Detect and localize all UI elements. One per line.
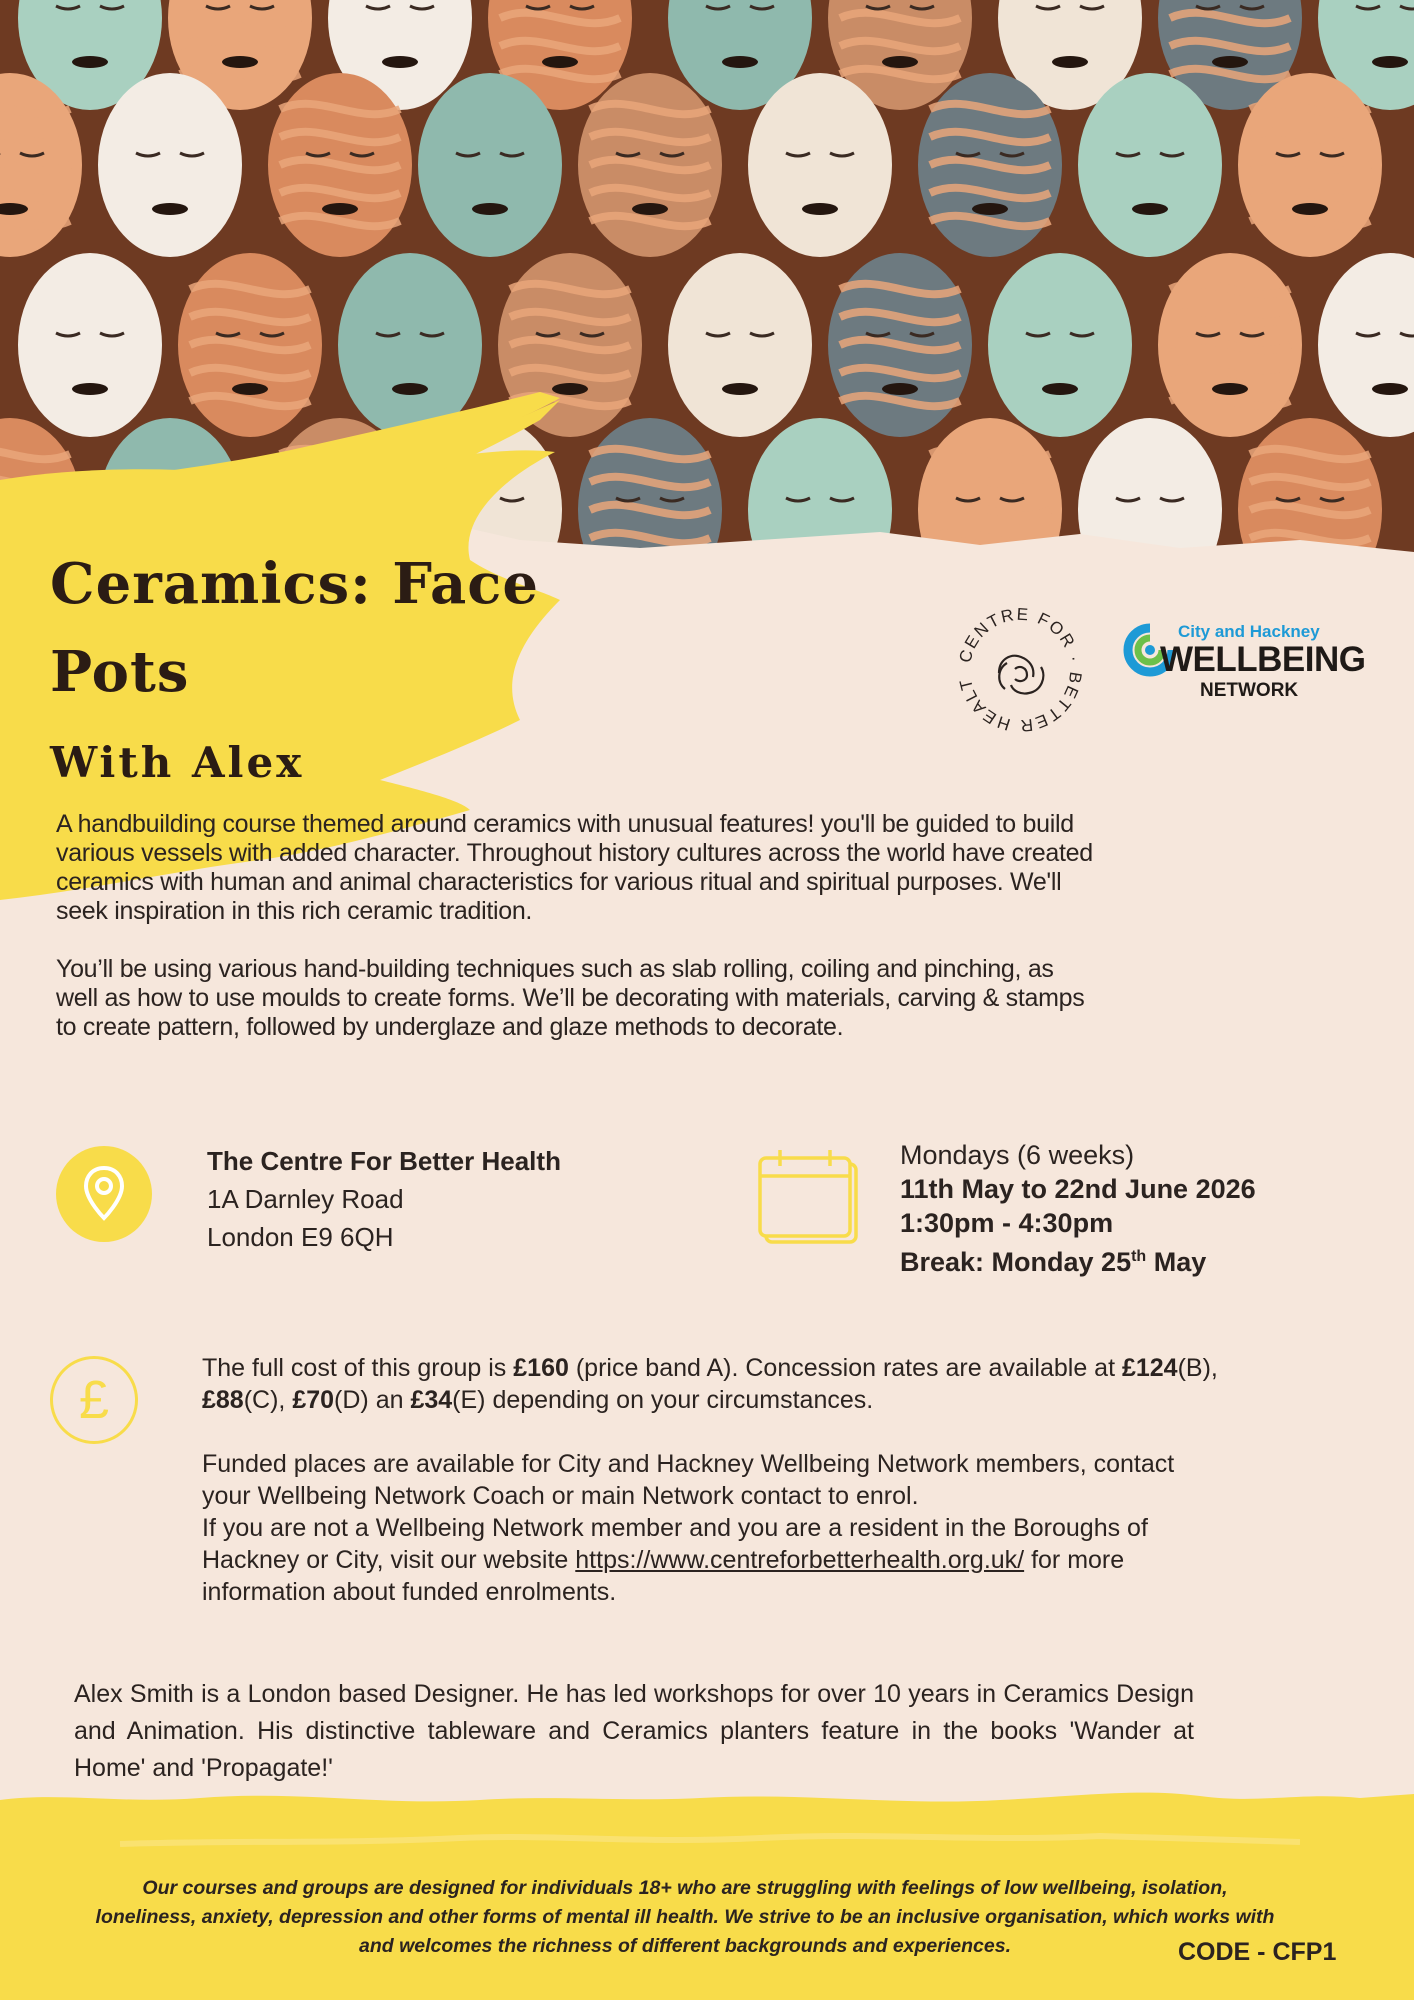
page-title: Ceramics: Face Pots (50, 551, 540, 705)
course-code: CODE - CFP1 (1178, 1938, 1337, 1966)
footer-statement: Our courses and groups are designed for individuals 18+ who are struggling with feelings of low wellbeing, isolation, loneliness, anxiety, depression and other forms of mental ill health. We strive to be an inclusive organisation, which works with and welcomes the richness of different backgrounds and experiences. (95, 1877, 1275, 1957)
wellbeing-logo-city-hackney: City and Hackney (1178, 622, 1320, 641)
funded-places-text: Funded places are available for City and Hackney Wellbeing Network members, contact your Wellbeing Network Coach or main Network contact to enrol. (202, 1450, 1175, 1510)
description-paragraph-1: A handbuilding course themed around ceramics with unusual features! you'll be guided to build various vessels with added character. Throughout history cultures across the world have created ceramics with human and animal characteristics for various ritual and spiritual purposes. We'll seek inspiration in this rich ceramic tradition. (56, 810, 1093, 925)
svg-text:CENTRE FOR · BETTER HEALTH ·: CENTRE FOR · BETTER HEALT (955, 605, 1085, 735)
venue-city: London E9 6QH (207, 1222, 394, 1252)
tutor-bio: Alex Smith is a London based Designer. He has led workshops for over 10 years in Ceramics Design and Animation. His distinctive tableware and Ceramics planters feature in the books 'Wander at Home' and 'Propagate!' (74, 1680, 1194, 1782)
resident-info: If you are not a Wellbeing Network member and you are a resident in the Boroughs of Hackney or City, visit our website https://www.centreforbetterhealth.org.uk/ for more information about funded enrolments. (202, 1514, 1148, 1606)
calendar-icon (756, 1148, 866, 1253)
wellbeing-logo-network: NETWORK (1200, 680, 1299, 701)
wellbeing-logo-wellbeing: WELLBEING (1160, 640, 1366, 679)
location-pin-icon (56, 1146, 152, 1242)
website-link[interactable]: https://www.centreforbetterhealth.org.uk/ (575, 1546, 1025, 1574)
pound-icon: £ (50, 1356, 138, 1444)
schedule-dates: 11th May to 22nd June 2026 (900, 1174, 1256, 1204)
course-schedule (900, 1138, 1256, 1279)
cost-info (202, 1352, 1222, 1608)
schedule-time: 1:30pm - 4:30pm (900, 1208, 1114, 1238)
schedule-break: Break: Monday 25th May (900, 1247, 1207, 1277)
venue-street: 1A Darnley Road (207, 1184, 404, 1214)
course-description (56, 810, 1096, 1071)
description-paragraph-2: You’ll be using various hand-building techniques such as slab rolling, coiling and pinching, as well as how to use moulds to create forms. We’ll be decorating with materials, carving & stamps to create pattern, followed by underglaze and glaze methods to decorate. (56, 955, 1085, 1041)
venue-address (207, 1142, 561, 1256)
venue-name: The Centre For Better Health (207, 1146, 561, 1176)
schedule-frequency: Mondays (6 weeks) (900, 1140, 1135, 1170)
centre-for-better-health-logo (955, 605, 1085, 740)
cost-paragraph: The full cost of this group is £160 (price band A). Concession rates are available at £124(B), £88(C), £70(D) an £34(E) depending on your circumstances. (202, 1354, 1218, 1414)
page-subtitle: With Alex (50, 738, 305, 787)
